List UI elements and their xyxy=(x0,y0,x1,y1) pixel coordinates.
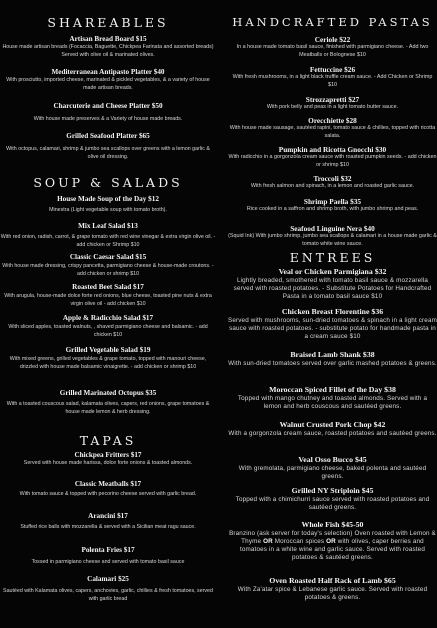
item-description: With radicchio in a gorgonzola cream sauce with roasted pumpkin seeds. - add chicken or shrimp $10 xyxy=(228,154,437,168)
section-title-soup-salads: SOUP & SALADS xyxy=(33,175,183,190)
menu-item xyxy=(0,512,216,532)
menu-item xyxy=(228,35,437,59)
item-description: With red onion, radish, carrot, & grape tomato with red wine vinegar & extra virgin olive oil. - add chicken or Shrimp $10 xyxy=(0,234,216,248)
menu-item xyxy=(228,174,437,191)
item-description: With a toasted couscous salad, kalamata olives, capers, red onions, grape tomatoes & house made lemon & herb dressing. xyxy=(6,401,210,415)
item-name: Shrimp Paella $35 xyxy=(303,197,362,206)
menu-item xyxy=(0,314,216,339)
menu-item xyxy=(0,480,216,499)
item-description xyxy=(228,530,437,563)
item-description: With fresh salmon and spinach, in a lemon and roasted garlic sauce. xyxy=(250,183,415,189)
menu-item xyxy=(0,346,216,371)
menu-item xyxy=(228,65,437,89)
item-name: Classic Caesar Salad $15 xyxy=(69,253,147,261)
item-name: Classic Meatballs $17 xyxy=(74,480,142,488)
desc-part: with olives, caper berries and tomatoes in a white wine and garlic sauce. Served with roasted potatoes & sautéed greens. xyxy=(239,537,425,562)
item-description: With mixed greens, grilled vegetables & grape tomato, topped with manouri cheese, drizzled with house made balsamic vinaigrette. - add chicken or shrimp $10 xyxy=(9,356,207,370)
item-name: Apple & Radicchio Salad $17 xyxy=(62,314,154,322)
item-description: With prosciutto, imported cheese, marinated & pickled vegetables, & a variety of house made artisan breads. xyxy=(6,77,210,91)
item-name: Veal Osso Bucco $45 xyxy=(298,455,367,464)
item-name: Whole Fish $45-50 xyxy=(301,520,364,529)
entrees-section xyxy=(228,250,437,265)
menu-item xyxy=(228,486,437,512)
menu-item xyxy=(228,267,437,301)
item-description: (Squid Ink) With jumbo shrimp, jumbo sea scallops & calamari in a house made garlic & tomato white wine sauce. xyxy=(228,233,437,247)
menu-item xyxy=(228,224,437,248)
item-name: Pumpkin and Ricotta Gnocchi $30 xyxy=(278,145,387,154)
menu-item xyxy=(228,116,437,140)
item-description: House made artisan breads (Focaccia, Baguette, Chickpea Farinata and assorted breads) Served with olive oil & marinated olives. xyxy=(2,44,214,58)
item-description: With house made dressing, crispy pancetta, parmigiano cheese & house-made croutons. - add chicken or shrimp $10 xyxy=(2,263,214,277)
menu-item xyxy=(0,283,216,308)
item-name: Braised Lamb Shank $38 xyxy=(290,350,375,359)
or-text: OR xyxy=(326,537,336,545)
menu-item xyxy=(0,195,216,215)
item-description: Served with mushrooms, sun-dried tomatoes & spinach in a light cream sauce with roasted potatoes. - substitute potato for handmade pasta in a cream sauce $10 xyxy=(228,316,437,341)
item-description: With house made preserves & a Variety of house made breads. xyxy=(33,116,183,122)
menu-item xyxy=(0,35,216,59)
menu-item xyxy=(228,350,437,368)
item-name: Charcuterie and Cheese Platter $50 xyxy=(53,102,163,110)
item-name: Veal or Chicken Parmigiana $32 xyxy=(278,267,387,276)
pastas-section xyxy=(228,15,437,29)
item-name: Mix Leaf Salad $13 xyxy=(78,222,138,230)
item-description: Tossed in parmigiano cheese and served with tomato basil sauce xyxy=(31,559,185,565)
item-name: Orecchiette $28 xyxy=(308,116,357,125)
item-name: Chickpea Fritters $17 xyxy=(74,451,142,459)
menu-item xyxy=(228,520,437,563)
section-title-tapas: TAPAS xyxy=(79,433,137,448)
menu-item xyxy=(228,455,437,481)
item-description: With fresh mushrooms, in a light black truffle cream sauce. - Add Chicken or Shrimp $10 xyxy=(232,74,433,88)
menu-item xyxy=(0,451,216,468)
shareables-section xyxy=(0,15,216,30)
item-name: Arancini $17 xyxy=(88,512,128,520)
item-name: Grilled Vegetable Salad $19 xyxy=(65,346,151,354)
item-description: Topped with a chimichurri sauce served with roasted potatoes and sautéed greens. xyxy=(235,495,430,511)
item-name: Oven Roasted Half Rack of Lamb $65 xyxy=(269,576,396,585)
item-name: Moroccan Spiced Fillet of the Day $38 xyxy=(269,385,396,394)
menu-item xyxy=(0,389,216,416)
menu-item xyxy=(0,253,216,278)
item-description: With tomato sauce & topped with pecorino cheese served with garlic bread. xyxy=(19,491,197,497)
item-description: With gremolata, parmigiano cheese, baked polenta and sautéed greens. xyxy=(238,464,427,480)
item-description: Stuffed rice balls with mozzarella & served with a Sicilian meat ragu sauce. xyxy=(20,524,196,530)
section-title-pastas: HANDCRAFTED PASTAS xyxy=(232,15,433,29)
item-description: With a gorgonzola cream sauce, roasted potatoes and sautéed greens. xyxy=(228,429,437,437)
menu-item xyxy=(228,307,437,341)
menu-item xyxy=(0,575,216,603)
item-name: Chicken Breast Florentine $36 xyxy=(281,307,384,316)
item-description: Topped with mango chutney and toasted almonds. Served with a lemon and herb couscous and sautéed greens. xyxy=(237,394,428,410)
desc-part: Branzino (ask server for today's selection) Oven roasted with Lemon & Thyme xyxy=(229,529,436,545)
item-description: With pork belly and peas in a light tomato butter sauce. xyxy=(266,104,399,110)
item-description: With sliced apples, toasted walnuts, , shaved parmigiano cheese and balsamic. - add chicken $10 xyxy=(8,324,208,338)
item-name: Roasted Beet Salad $17 xyxy=(72,283,144,291)
menu-item xyxy=(228,197,437,214)
item-name: Fettuccine $26 xyxy=(309,65,356,74)
menu-item xyxy=(228,385,437,411)
menu-item xyxy=(0,132,216,161)
desc-part: Moroccan spices xyxy=(272,537,327,545)
item-name: Artisan Bread Board $15 xyxy=(69,35,147,43)
item-description: With octopus, calamari, shrimp & jumbo sea scallops over greens with a lemon garlic & olive oil dressing. xyxy=(6,146,210,160)
item-name: Polenta Fries $17 xyxy=(81,546,135,554)
item-description: Served with house made harissa, dolce forte onions & toasted almonds. xyxy=(23,460,193,466)
item-name: Grilled Seafood Platter $65 xyxy=(66,132,150,140)
item-description: With arugula, house-made dolce forte red onions, blue cheese, toasted pine nuts & extra virgin olive oil - add chicken $10 xyxy=(4,293,212,307)
item-name: House Made Soup of the Day $12 xyxy=(57,195,159,203)
item-description: Rice cooked in a saffron and shrimp broth, with jumbo shrimp and peas. xyxy=(246,206,419,212)
soup-salads-section xyxy=(0,175,216,190)
item-name: Walnut Crusted Pork Chop $42 xyxy=(279,420,386,429)
item-name: Grilled NY Striploin $45 xyxy=(291,486,374,495)
menu-item xyxy=(0,546,216,567)
menu-item xyxy=(0,68,216,92)
menu-item xyxy=(228,95,437,112)
or-text: OR xyxy=(263,537,273,545)
item-name: Troccoli $32 xyxy=(313,174,352,183)
item-name: Strozzapretti $27 xyxy=(305,95,360,104)
item-name: Calamari $25 xyxy=(87,575,129,583)
menu-item xyxy=(228,145,437,169)
section-title-shareables: SHAREABLES xyxy=(47,15,169,30)
menu-item xyxy=(228,576,437,602)
item-description: In a house made tomato basil sauce, finished with parmigiano cheese. - Add two Meatballs or Bolognese $10 xyxy=(236,44,429,58)
menu-item xyxy=(228,420,437,438)
menu-item xyxy=(0,222,216,249)
item-description: Sautéed with Kalamata olives, capers, anchovies, garlic, chillies & fresh tomatoes, served with garlic bread xyxy=(3,588,213,602)
item-description: Lightly breaded, smothered with tomato basil sauce & mozzarella served with roasted potatoes. - Substitute Potatoes for Handcrafted Pasta in a tomato basil sauce $10 xyxy=(233,276,432,301)
item-description: With Za'atar spice & Lebanese garlic sauce. Served with roasted potatoes & greens. xyxy=(237,585,428,601)
menu-item xyxy=(0,102,216,124)
section-title-entrees: ENTREES xyxy=(289,250,376,265)
item-name: Grilled Marinated Octopus $35 xyxy=(59,389,157,397)
item-description: With sun-dried tomatoes served over garlic mashed potatoes & greens. xyxy=(228,359,437,367)
item-description: With house made sausage, sautéed rapini, tomato sauce & chillies, topped with ricotta salata. xyxy=(229,125,436,139)
item-description: Minestra (Light vegetable soup with tomato broth). xyxy=(49,207,167,213)
tapas-section xyxy=(0,433,216,448)
item-name: Mediterranean Antipasto Platter $40 xyxy=(51,68,165,76)
item-name: Seafood Linguine Nera $40 xyxy=(290,224,375,233)
item-name: Ceriole $22 xyxy=(314,35,351,44)
